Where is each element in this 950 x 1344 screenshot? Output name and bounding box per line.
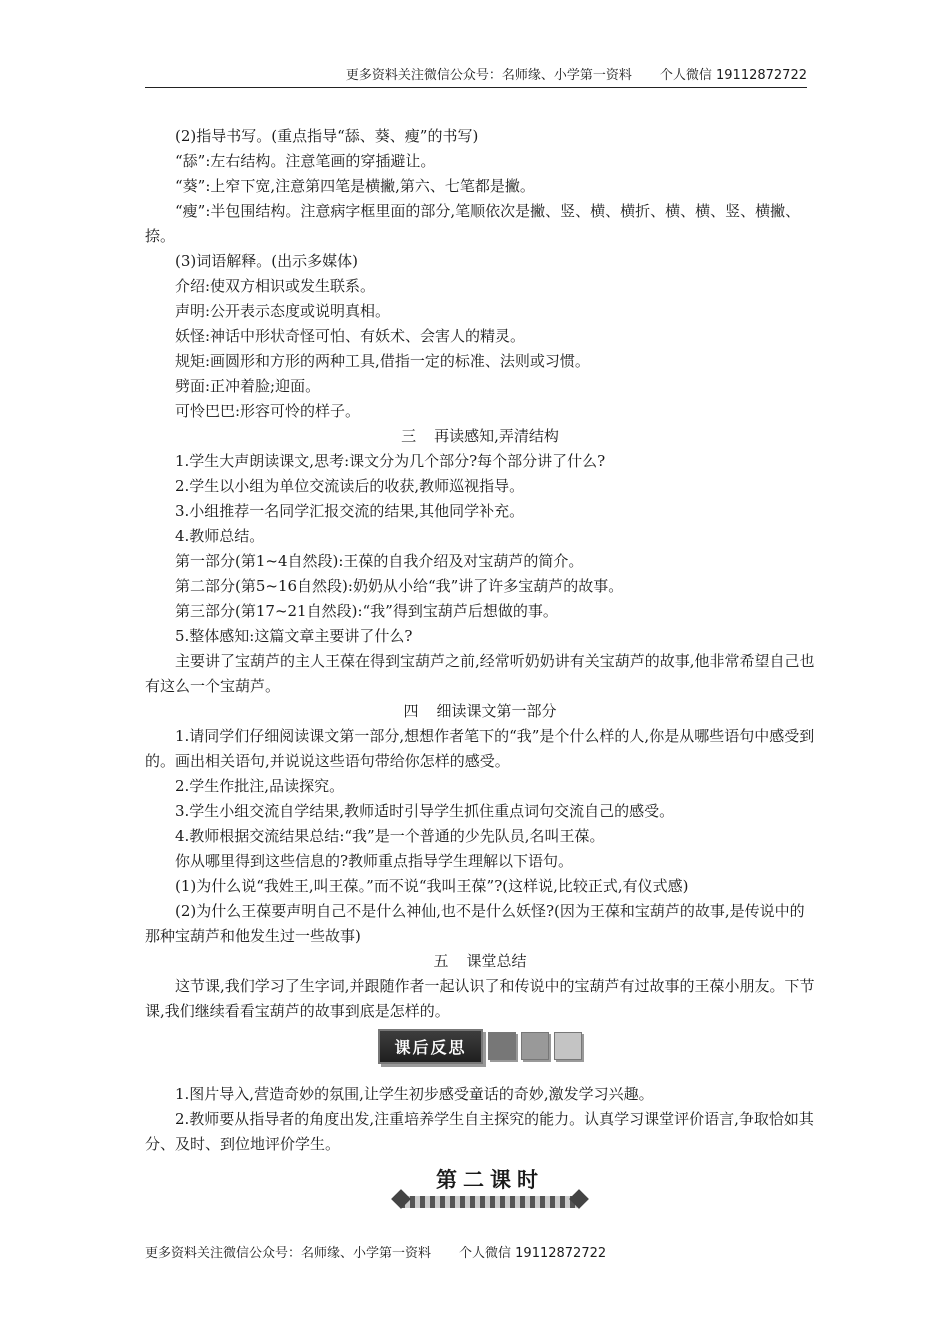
paragraph: 第三部分(第17~21自然段):“我”得到宝葫芦后想做的事。 — [175, 602, 558, 620]
section-number: 五 — [433, 952, 449, 970]
paragraph: 2.学生作批注,品读探究。 — [175, 777, 345, 795]
section-heading — [145, 424, 815, 449]
lesson-two-banner — [395, 1166, 585, 1212]
paragraph: 你从哪里得到这些信息的?教师重点指导学生理解以下语句。 — [175, 852, 574, 870]
header-right-text: 个人微信 19112872722 — [659, 68, 807, 83]
header-divider — [145, 87, 807, 88]
decor-square — [521, 1032, 549, 1060]
word-item: 声明:公开表示态度或说明真相。 — [175, 302, 391, 320]
word-item: 劈面:正冲着脸;迎面。 — [175, 377, 321, 395]
paragraph: 2.教师要从指导者的角度出发,注重培养学生自主探究的能力。认真学习课堂评价语言,争取恰如其分、及时、到位地评价学生。 — [145, 1110, 814, 1153]
lesson-decor-bar — [400, 1196, 580, 1208]
paragraph: 主要讲了宝葫芦的主人王葆在得到宝葫芦之前,经常听奶奶讲有关宝葫芦的故事,他非常希望自己也有这么一个宝葫芦。 — [145, 652, 815, 695]
paragraph: 4.教师根据交流结果总结:“我”是一个普通的少先队员,名叫王葆。 — [175, 827, 605, 845]
char-kui-note: “葵”:上窄下宽,注意第四笔是横撇,第六、七笔都是撇。 — [175, 177, 535, 195]
page-footer — [145, 1246, 606, 1262]
footer-left-text: 更多资料关注微信公众号：名师缘、小学第一资料 — [145, 1246, 432, 1261]
document-body — [145, 124, 815, 1157]
paragraph: 1.学生大声朗读课文,思考:课文分为几个部分?每个部分讲了什么? — [175, 452, 606, 470]
writing-guide: (2)指导书写。(重点指导“舔、葵、瘦”的书写) — [175, 127, 479, 145]
decor-square — [488, 1032, 516, 1060]
section-title: 再读感知,弄清结构 — [434, 427, 559, 445]
paragraph: 5.整体感知:这篇文章主要讲了什么? — [175, 627, 413, 645]
paragraph: 2.学生以小组为单位交流读后的收获,教师巡视指导。 — [175, 477, 525, 495]
paragraph: 1.图片导入,营造奇妙的氛围,让学生初步感受童话的奇妙,激发学习兴趣。 — [175, 1085, 654, 1103]
paragraph: (1)为什么说“我姓王,叫王葆。”而不说“我叫王葆”?(这样说,比较正式,有仪式感) — [175, 877, 689, 895]
page-header — [145, 68, 807, 84]
paragraph: 3.学生小组交流自学结果,教师适时引导学生抓住重点词句交流自己的感受。 — [175, 802, 675, 820]
footer-right-text: 个人微信 19112872722 — [459, 1246, 607, 1261]
header-left-text: 更多资料关注微信公众号：名师缘、小学第一资料 — [345, 68, 632, 83]
reflection-title: 课后反思 — [378, 1029, 482, 1064]
word-item: 规矩:画圆形和方形的两种工具,借指一定的标准、法则或习惯。 — [175, 352, 590, 370]
word-item: 可怜巴巴:形容可怜的样子。 — [175, 402, 361, 420]
section-number: 四 — [403, 702, 419, 720]
paragraph: 第二部分(第5~16自然段):奶奶从小给“我”讲了许多宝葫芦的故事。 — [175, 577, 624, 595]
decor-square — [554, 1032, 582, 1060]
section-title: 细读课文第一部分 — [436, 702, 557, 720]
paragraph: (2)为什么王葆要声明自己不是什么神仙,也不是什么妖怪?(因为王葆和宝葫芦的故事,是传说中的那种宝葫芦和他发生过一些故事) — [145, 902, 805, 945]
paragraph: 1.请同学们仔细阅读课文第一部分,想想作者笔下的“我”是个什么样的人,你是从哪些语句中感受到的。画出相关语句,并说说这些语句带给你怎样的感受。 — [145, 727, 815, 770]
section-heading — [145, 949, 815, 974]
section-title: 课堂总结 — [466, 952, 527, 970]
word-item: 介绍:使双方相识或发生联系。 — [175, 277, 376, 295]
lesson-two-title: 第二课时 — [436, 1168, 544, 1192]
paragraph: 第一部分(第1~4自然段):王葆的自我介绍及对宝葫芦的简介。 — [175, 552, 584, 570]
paragraph: 3.小组推荐一名同学汇报交流的结果,其他同学补充。 — [175, 502, 525, 520]
char-shou-note: “瘦”:半包围结构。注意病字框里面的部分,笔顺依次是撇、竖、横、横折、横、横、竖、横撇、捺。 — [145, 202, 801, 245]
paragraph: 这节课,我们学习了生字词,并跟随作者一起认识了和传说中的宝葫芦有过故事的王葆小朋友。下节课,我们继续看看宝葫芦的故事到底是怎样的。 — [145, 977, 815, 1020]
paragraph: 4.教师总结。 — [175, 527, 265, 545]
section-number: 三 — [401, 427, 417, 445]
word-explain-heading: (3)词语解释。(出示多媒体) — [175, 252, 358, 270]
reflection-banner — [145, 1028, 815, 1064]
section-heading — [145, 699, 815, 724]
char-tian-note: “舔”:左右结构。注意笔画的穿插避让。 — [175, 152, 436, 170]
word-item: 妖怪:神话中形状奇怪可怕、有妖术、会害人的精灵。 — [175, 327, 526, 345]
